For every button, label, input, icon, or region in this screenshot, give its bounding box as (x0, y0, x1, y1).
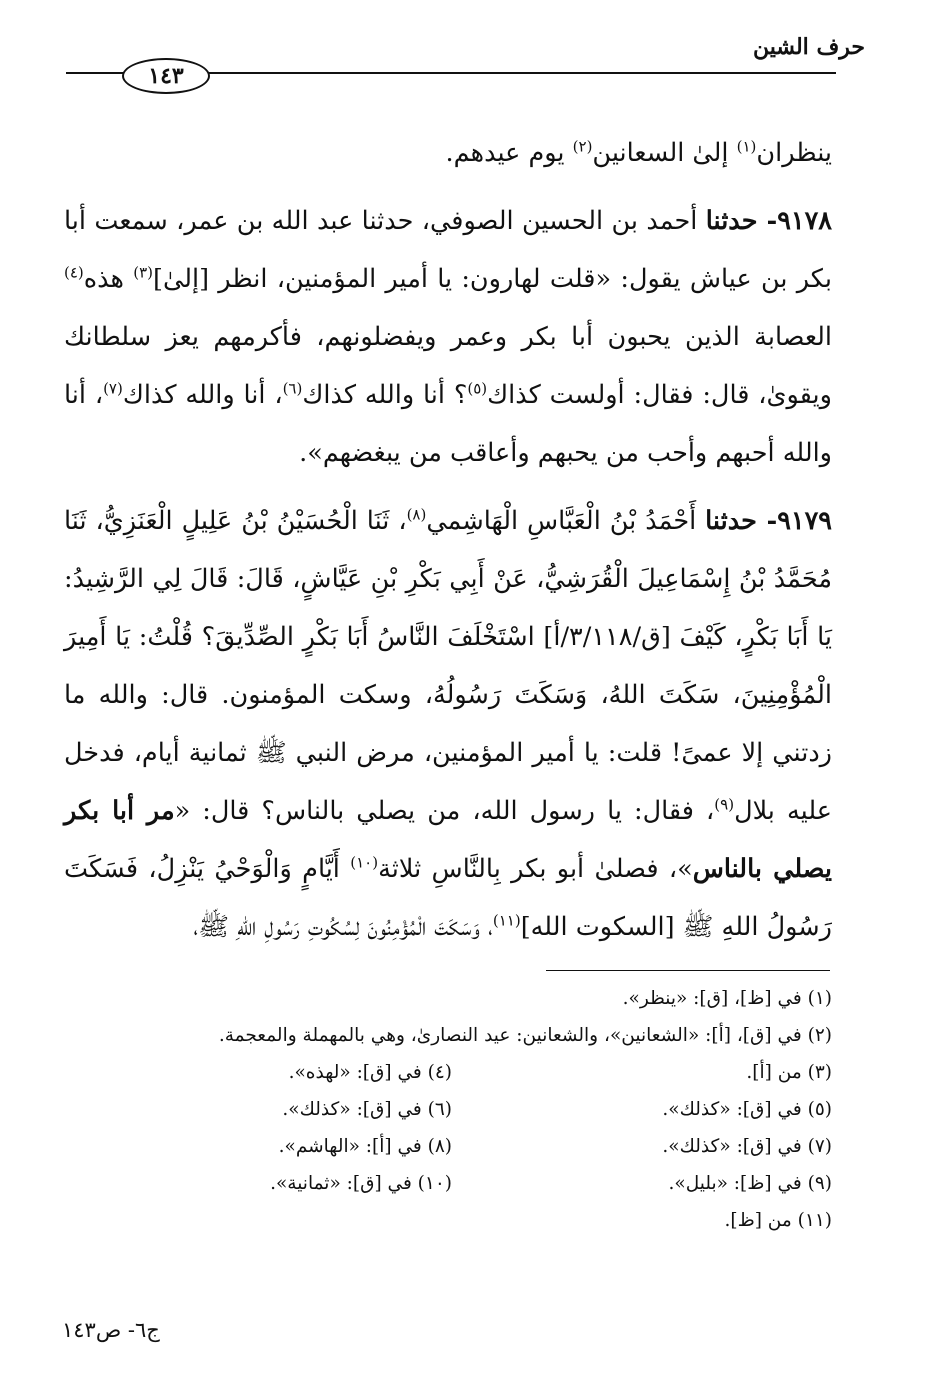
footnote: (٥) في [ق]: «كذلك». (662, 1099, 832, 1120)
keyword: حدثنا (705, 506, 757, 536)
text-run: أحمد بن الحسين الصوفي، حدثنا عبد الله بن عمر، سمعت أبا بكر بن عياش يقول: «قلت لهارون: يا أمير المؤمنين، انظر [إلىٰ] (64, 206, 832, 294)
text-run: ، أنا والله كذاك (122, 380, 283, 410)
footnote: (٣) من [أ]. (746, 1062, 832, 1083)
footnotes (60, 980, 832, 1239)
hadith-number: ٩١٧٨- (757, 206, 832, 236)
text-run: يوم عيدهم. (445, 138, 573, 168)
footnote: (١٠) في [ق]: «ثمانية». (270, 1173, 452, 1194)
footnote: (٢) في [ق]، [أ]: «الشعانين»، والشعانين: عيد النصارىٰ، وهي بالمهملة والمعجمة. (218, 1025, 832, 1046)
footnote-ref: (٦) (282, 379, 303, 398)
main-text (64, 124, 832, 966)
footnote: (١) في [ظ]، [ق]: «ينظر». (622, 988, 832, 1009)
footnote-ref: (٧) (103, 379, 123, 398)
text-run: أَيَّامٍ وَالْوَحْيُ يَنْزِلُ، فَسَكَتَ رَسُولُ اللهِ ﷺ [السكوت الله] (64, 854, 832, 942)
text-run: أَحْمَدُ بْنُ الْعَبَّاسِ الْهَاشِمي (426, 506, 706, 536)
footnote-ref: (٤) (64, 263, 84, 282)
footnote: (٤) في [ق]: «لهذه». (288, 1062, 452, 1083)
keyword: حدثنا (705, 206, 758, 236)
footnote: (١١) من [ظ]. (724, 1210, 832, 1231)
footnote: (٨) في [أ]: «الهاشم». (278, 1136, 452, 1157)
hadith-9179 (64, 492, 832, 956)
keyword: مر أبا بكر يصلي بالناس (64, 796, 832, 884)
text-run: ، وَسَكَتَ الْمُؤْمِنُونَ لِسُكُوتِ رَسُولِ اللهِ ﷺ، (193, 912, 493, 942)
footnote-ref: (٢) (572, 137, 593, 156)
footnote: (٧) في [ق]: «كذلك». (662, 1136, 832, 1157)
footnote: (٦) في [ق]: «كذلك». (282, 1099, 452, 1120)
text-run: ؟ أنا والله كذاك (302, 380, 468, 410)
text-run: إلىٰ السعانين (592, 138, 737, 168)
running-header-title: حرف الشين (752, 34, 865, 60)
hadith-number: ٩١٧٩- (756, 506, 832, 536)
footnote-ref: (٣) (133, 263, 154, 282)
footnote-ref: (١) (736, 137, 757, 156)
footnote-ref: (١١) (492, 911, 521, 930)
footnote: (٩) في [ظ]: «بليل». (668, 1173, 832, 1194)
hadith-9178 (64, 192, 832, 482)
text-run: ينظران (756, 138, 832, 168)
text-run: ، فقال: يا رسول الله، من يصلي بالناس؟ قال: « (174, 796, 715, 826)
footnote-ref: (٩) (714, 795, 735, 814)
text-run: العصابة الذين يحبون أبا بكر وعمر ويفضلونهم، فأكرمهم يعز سلطانك ويقوىٰ، قال: فقال: أولست كذاك (64, 322, 832, 410)
footnote-rule (546, 970, 830, 971)
paragraph-continuation (64, 124, 832, 182)
footnote-ref: (٥) (467, 379, 488, 398)
text-run: ، أنا والله أحبهم وأحب من يحبهم وأعاقب من يبغضهم». (64, 380, 832, 468)
footnote-ref: (١٠) (350, 853, 379, 872)
page-number-badge: ١٤٣ (122, 58, 210, 94)
text-run: هذه (83, 264, 134, 294)
footnote-ref: (٨) (406, 505, 427, 524)
text-run: ، ثَنَا الْحُسَيْنُ بْنُ عَلِيلٍ الْعَنَزِيُّ، ثَنَا مُحَمَّدُ بْنُ إِسْمَاعِيلَ الْقُرَشِيُّ، عَنْ أَبِي بَكْرِ بْنِ عَيَّاشٍ، قَالَ: قَالَ لِي الرَّشِيدُ: يَا أَبَا بَكْرٍ، كَيْفَ [ق/٣/١١٨/أ] اسْتَخْلَفَ النَّاسُ أَبَا بَكْرٍ الصِّدِّيقَ؟ قُلْتُ: يَا أَمِيرَ الْمُؤْمِنِينَ، سَكَتَ اللهُ، وَسَكَتَ رَسُولُهُ، وسكت المؤمنون. قال: والله ما زدتني إلا عمىً! قلت: يا أمير المؤمنين، مرض النبي ﷺ ثمانية أيام، فدخل عليه بلال (64, 506, 833, 826)
text-run: »، فصلىٰ أبو بكر بِالنَّاسِ ثلاثة (378, 854, 693, 884)
folio-reference: ج٦- ص١٤٣ (62, 1318, 160, 1342)
